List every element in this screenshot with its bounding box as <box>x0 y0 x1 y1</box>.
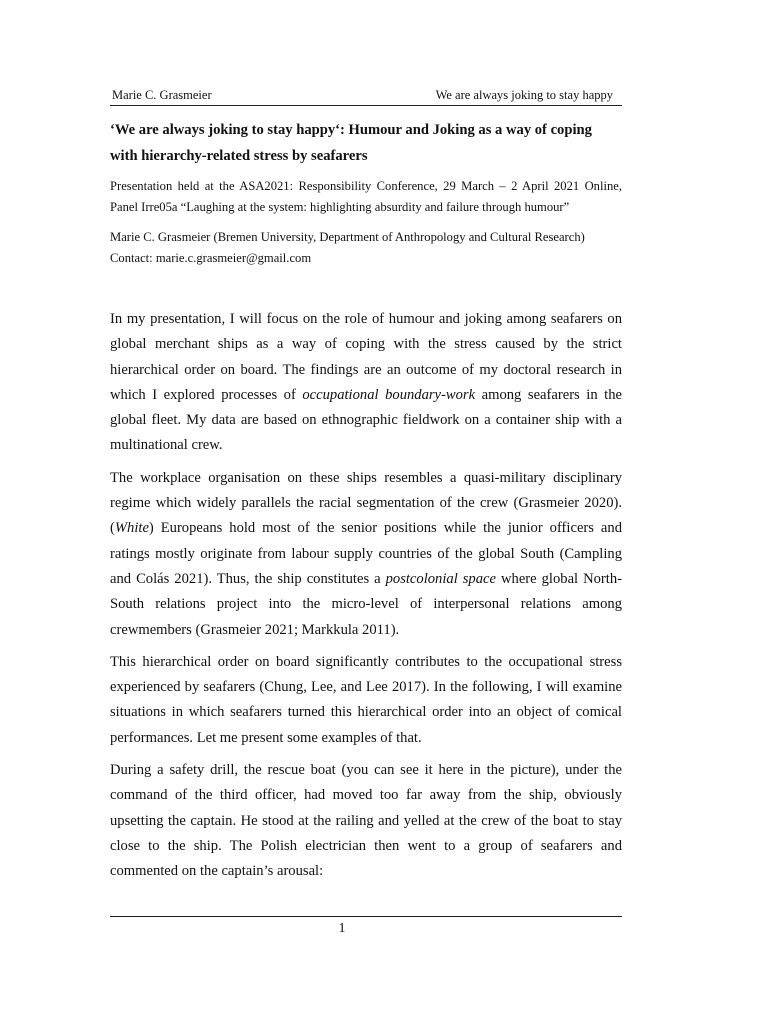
author-affiliation <box>110 227 622 269</box>
header-author: Marie C. Grasmeier <box>112 88 212 102</box>
presentation-info <box>110 176 622 218</box>
running-header <box>110 87 622 106</box>
footer-rule <box>110 916 622 917</box>
document-page <box>110 0 622 1024</box>
presentation-line-2: Panel Irre05a “Laughing at the system: highlighting absurdity and failure through humour” <box>110 200 570 214</box>
paragraph-3: This hierarchical order on board significantly contributes to the occupational stress experienced by seafarers (Chung, Lee, and Lee 2017). In the following, I will examine situations in which seafarers turned this hierarchical order into an object of comical performances. Let me present some examples of that. <box>110 653 622 746</box>
document-title: ‘We are always joking to stay happy‘: Humour and Joking as a way of coping with hierarchy-related stress by seafarers <box>110 122 592 164</box>
header-short-title: We are always joking to stay happy <box>435 88 613 102</box>
paragraph-2-emphasis-2: postcolonial space <box>385 570 496 587</box>
page-number: 1 <box>338 921 346 936</box>
body-text <box>110 307 622 892</box>
paragraph-1-part-b: among seafarers in the global fleet. My data are based on ethnographic fieldwork on a container ship with a multinational crew. <box>110 386 622 454</box>
paragraph-1-part-a: In my presentation, I will focus on the role of humour and joking among seafarers on global merchant ships as a way of coping with the stress caused by the strict hierarchical order on board. The findings are an outcome of my doctoral research in which I explored processes of <box>110 311 622 403</box>
paragraph-2-part-c: where global North-South relations project into the micro-level of interpersonal relations among crewmembers (Grasmeier 2021; Markkula 2011). <box>110 570 622 638</box>
paragraph-2-part-b: ) Europeans hold most of the senior positions while the junior officers and ratings mostly originate from labour supply countries of the global South (Campling and Colás 2021). Thus, the ship constitutes a <box>110 520 622 587</box>
contact-line: Contact: marie.c.grasmeier@gmail.com <box>110 251 312 265</box>
paragraph-2-part-a: The workplace organisation on these ships resembles a quasi-military disciplinary regime which widely parallels the racial segmentation of the crew (Grasmeier 2020). ( <box>110 469 622 537</box>
paragraph-1-emphasis: occupational boundary-work <box>302 386 476 403</box>
paragraph-2 <box>110 466 622 643</box>
presentation-line-1: Presentation held at the ASA2021: Responsibility Conference, 29 March – 2 April 2021 Online, <box>110 179 622 193</box>
paragraph-2-emphasis-1: White <box>114 520 149 537</box>
affiliation-line: Marie C. Grasmeier (Bremen University, Department of Anthropology and Cultural Research) <box>110 230 585 244</box>
paragraph-4: During a safety drill, the rescue boat (you can see it here in the picture), under the command of the third officer, had moved too far away from the ship, obviously upsetting the captain. He stood at the railing and yelled at the crew of the boat to stay close to the ship. The Polish electrician then went to a group of seafarers and commented on the captain’s arousal: <box>110 762 622 880</box>
paragraph-1 <box>110 307 622 459</box>
